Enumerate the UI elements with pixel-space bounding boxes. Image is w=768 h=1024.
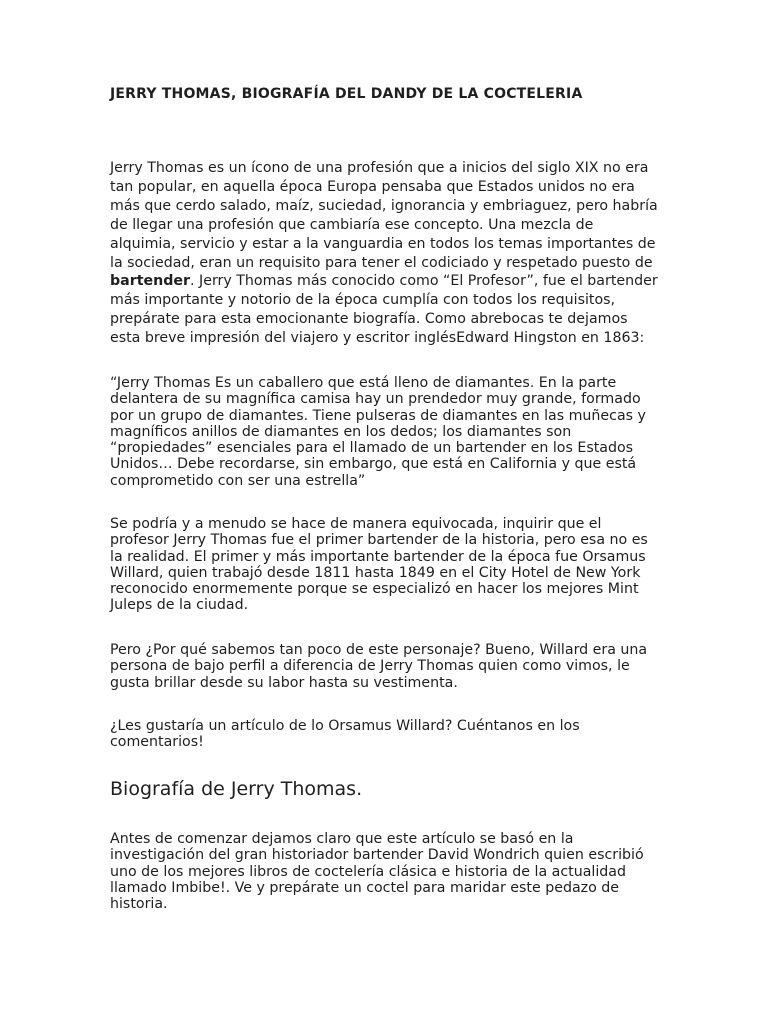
section-heading: Biografía de Jerry Thomas. — [110, 778, 363, 800]
intro-paragraph — [110, 159, 660, 348]
sources-paragraph: Antes de comenzar dejamos claro que este artículo se basó en la investigación del gran historiador bartender David Wondrich quien escribió uno de los mejores libros de coctelería clásica e historia de la actualidad llamado Imbibe!. Ve y prepárate un coctel para maridar este pedazo de historia. — [110, 831, 644, 913]
document-title: JERRY THOMAS, BIOGRAFÍA DEL DANDY DE LA COCTELERIA — [110, 86, 583, 102]
intro-text-start: Jerry Thomas es un ícono de una profesión que a inicios del siglo XIX no era tan popular, en aquella época Europa pensaba que Estados unidos no era más que cerdo salado, maíz, suciedad, ignorancia y embriaguez, pero habría de llegar una profesión que cambiaría ese concepto. Una mezcla de alquimia, servicio y estar a la vanguardia en todos los temas importantes de la sociedad, eran un requisito para tener el codiciado y respetado puesto de — [110, 160, 658, 271]
reader-question-paragraph: ¿Les gustaría un artículo de lo Orsamus Willard? Cuéntanos en los comentarios! — [110, 718, 580, 751]
intro-text-end: . Jerry Thomas más conocido como “El Profesor”, fue el bartender más importante y notorio de la época cumplía con todos los requisitos, prepárate para esta emocionante biografía. Como abrebocas te dejamos esta breve impresión del viajero y escritor inglésEdward Hingston en 1863: — [110, 273, 658, 347]
willard-paragraph: Se podría y a menudo se hace de manera equivocada, inquirir que el profesor Jerry Thomas fue el primer bartender de la historia, pero esa no es la realidad. El primer y más importante bartender de la época fue Orsamus Willard, quien trabajó desde 1811 hasta 1849 en el City Hotel de New York reconocido enormemente porque se especializó en hacer los mejores Mint Juleps de la ciudad. — [110, 516, 648, 614]
hingston-quote: “Jerry Thomas Es un caballero que está lleno de diamantes. En la parte delantera de su magnífica camisa hay un prendedor muy grande, formado por un grupo de diamantes. Tiene pulseras de diamantes en las muñecas y magníficos anillos de diamantes en los dedos; los diamantes son “propiedades” esenciales para el llamado de un bartender en los Estados Unidos… Debe recordarse, sin embargo, que está en California y que está comprometido con ser una estrella” — [110, 375, 646, 489]
intro-bold-term: bartender — [110, 273, 191, 290]
low-profile-paragraph: Pero ¿Por qué sabemos tan poco de este personaje? Bueno, Willard era una persona de bajo perfil a diferencia de Jerry Thomas quien como vimos, le gusta brillar desde su labor hasta su vestimenta. — [110, 642, 648, 691]
